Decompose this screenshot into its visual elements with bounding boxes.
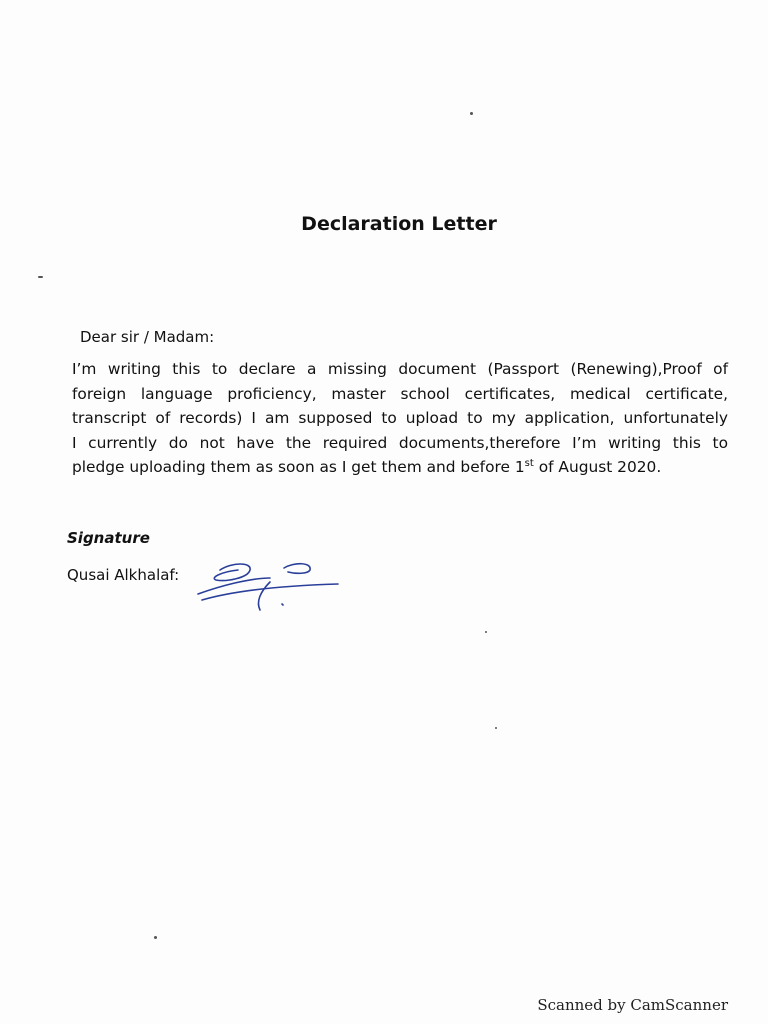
final-line-text: pledge uploading them as soon as I get them and before 1 (72, 458, 525, 476)
body-line-final (72, 455, 728, 480)
salutation: Dear sir / Madam: (80, 328, 215, 346)
body-line: transcript of records) I am supposed to upload to my application, unfortunately (72, 409, 728, 427)
scan-speck (154, 936, 157, 939)
body-line: I currently do not have the required documents,therefore I’m writing this to (72, 433, 728, 452)
scan-speck (485, 631, 487, 633)
letter-title: Declaration Letter (301, 213, 497, 235)
signature-stroke (198, 578, 270, 594)
scanner-watermark: Scanned by CamScanner (537, 996, 728, 1014)
scan-speck (495, 727, 497, 729)
letter-body (72, 357, 728, 480)
scan-speck (38, 276, 43, 278)
signature-heading: Signature (67, 529, 150, 547)
signature-stroke (258, 582, 270, 610)
signature-stroke (214, 564, 250, 581)
body-line: foreign language proficiency, master school certificates, medical certificate, (72, 384, 728, 403)
signature-stroke (284, 564, 310, 574)
signature-stroke (282, 604, 283, 605)
scan-speck (470, 112, 473, 115)
signer-name: Qusai Alkhalaf: (67, 566, 180, 584)
date-superscript: st (524, 457, 534, 469)
final-line-date: of August 2020. (533, 458, 662, 476)
body-line: I’m writing this to declare a missing document (Passport (Renewing),Proof of (72, 360, 728, 378)
handwritten-signature (190, 556, 350, 616)
